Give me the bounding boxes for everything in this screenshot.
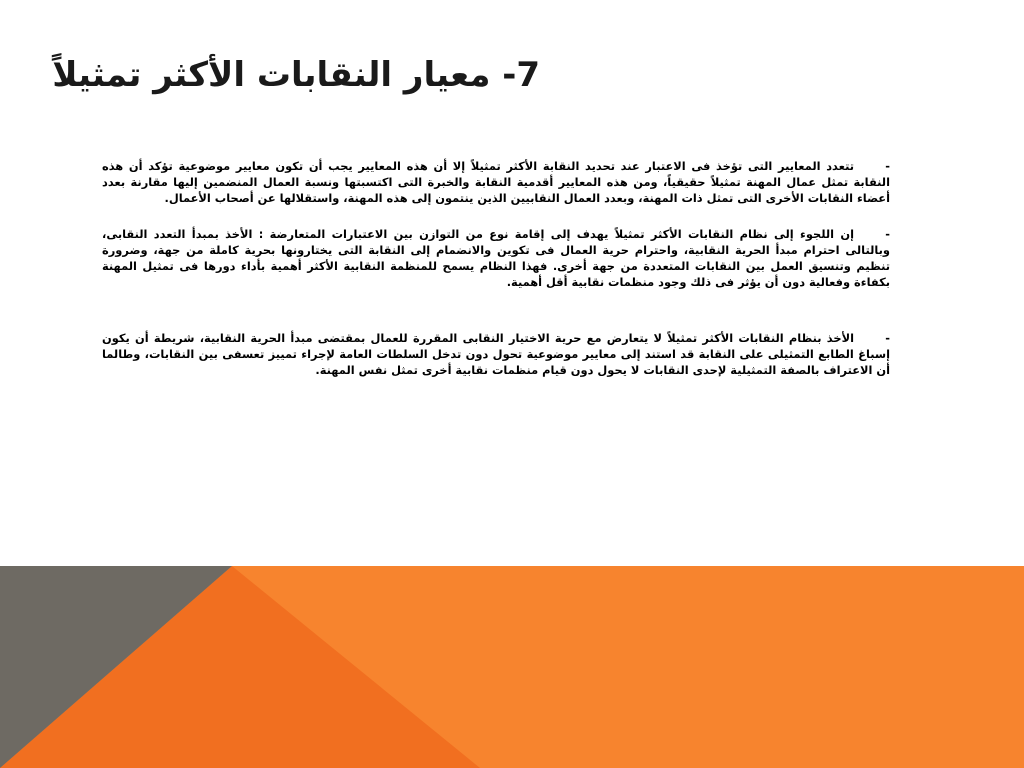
slide-body (102, 158, 890, 378)
paragraph-text: تتعدد المعايير التى تؤخذ فى الاعتبار عند تحديد النقابة الأكثر تمثيلاً إلا أن هذه المعايير يجب أن تكون معايير موضوعية تؤكد أن هذه النقابة تمثل عمال المهنة تمثيلاً حقيقياً، ومن هذه المعايير أقدمية النقابة والخبرة التى اكتسبتها ونسبة العمال المنضمين إليها مقارنة بعدد أعضاء النقابات الأخرى التى تمثل ذات المهنة، وبعدد العمال النقابيين الذين ينتمون إلى هذه المهنة، واستقلالها عن أصحاب الأعمال. (102, 159, 890, 205)
paragraph-text: إن اللجوء إلى نظام النقابات الأكثر تمثيلاً يهدف إلى إقامة نوع من التوازن بين الاعتبارات المتعارضة : الأخذ بمبدأ التعدد النقابى، وبالتالى احترام مبدأ الحرية النقابية، واحترام حرية العمال فى تكوين والانضمام إلى النقابة التى يختارونها بحرية كاملة من جهة، وضرورة تنظيم وتنسيق العمل بين النقابات المتعددة من جهة أخرى. فهذا النظام يسمح للمنظمة النقابية الأكثر أهمية بأداء دورها فى تمثيل المهنة بكفاءة وفعالية دون أن يؤثر فى ذلك وجود منظمات نقابية أقل أهمية. (102, 227, 890, 289)
bullet-marker: - (885, 331, 890, 345)
bullet-marker: - (885, 227, 890, 241)
paragraph-3 (102, 330, 890, 378)
bullet-marker: - (885, 159, 890, 173)
slide-title: 7- معيار النقابات الأكثر تمثيلاً (52, 55, 540, 95)
decorative-footer-band (0, 566, 1024, 768)
paragraph-1 (102, 158, 890, 206)
paragraph-2 (102, 226, 890, 290)
paragraph-text: الأخذ بنظام النقابات الأكثر تمثيلاً لا يتعارض مع حرية الاختيار النقابى المقررة للعمال بمقتضى مبدأ الحرية النقابية، شريطة أن يكون إسباغ الطابع التمثيلى على النقابة قد استند إلى معايير موضوعية تحول دون تدخل السلطات العامة لإجراء تمييز تعسفى بين النقابات، وطالما أن الاعتراف بالصفة التمثيلية لإحدى النقابات لا يحول دون قيام منظمات نقابية أخرى تمثل نفس المهنة. (102, 331, 890, 377)
